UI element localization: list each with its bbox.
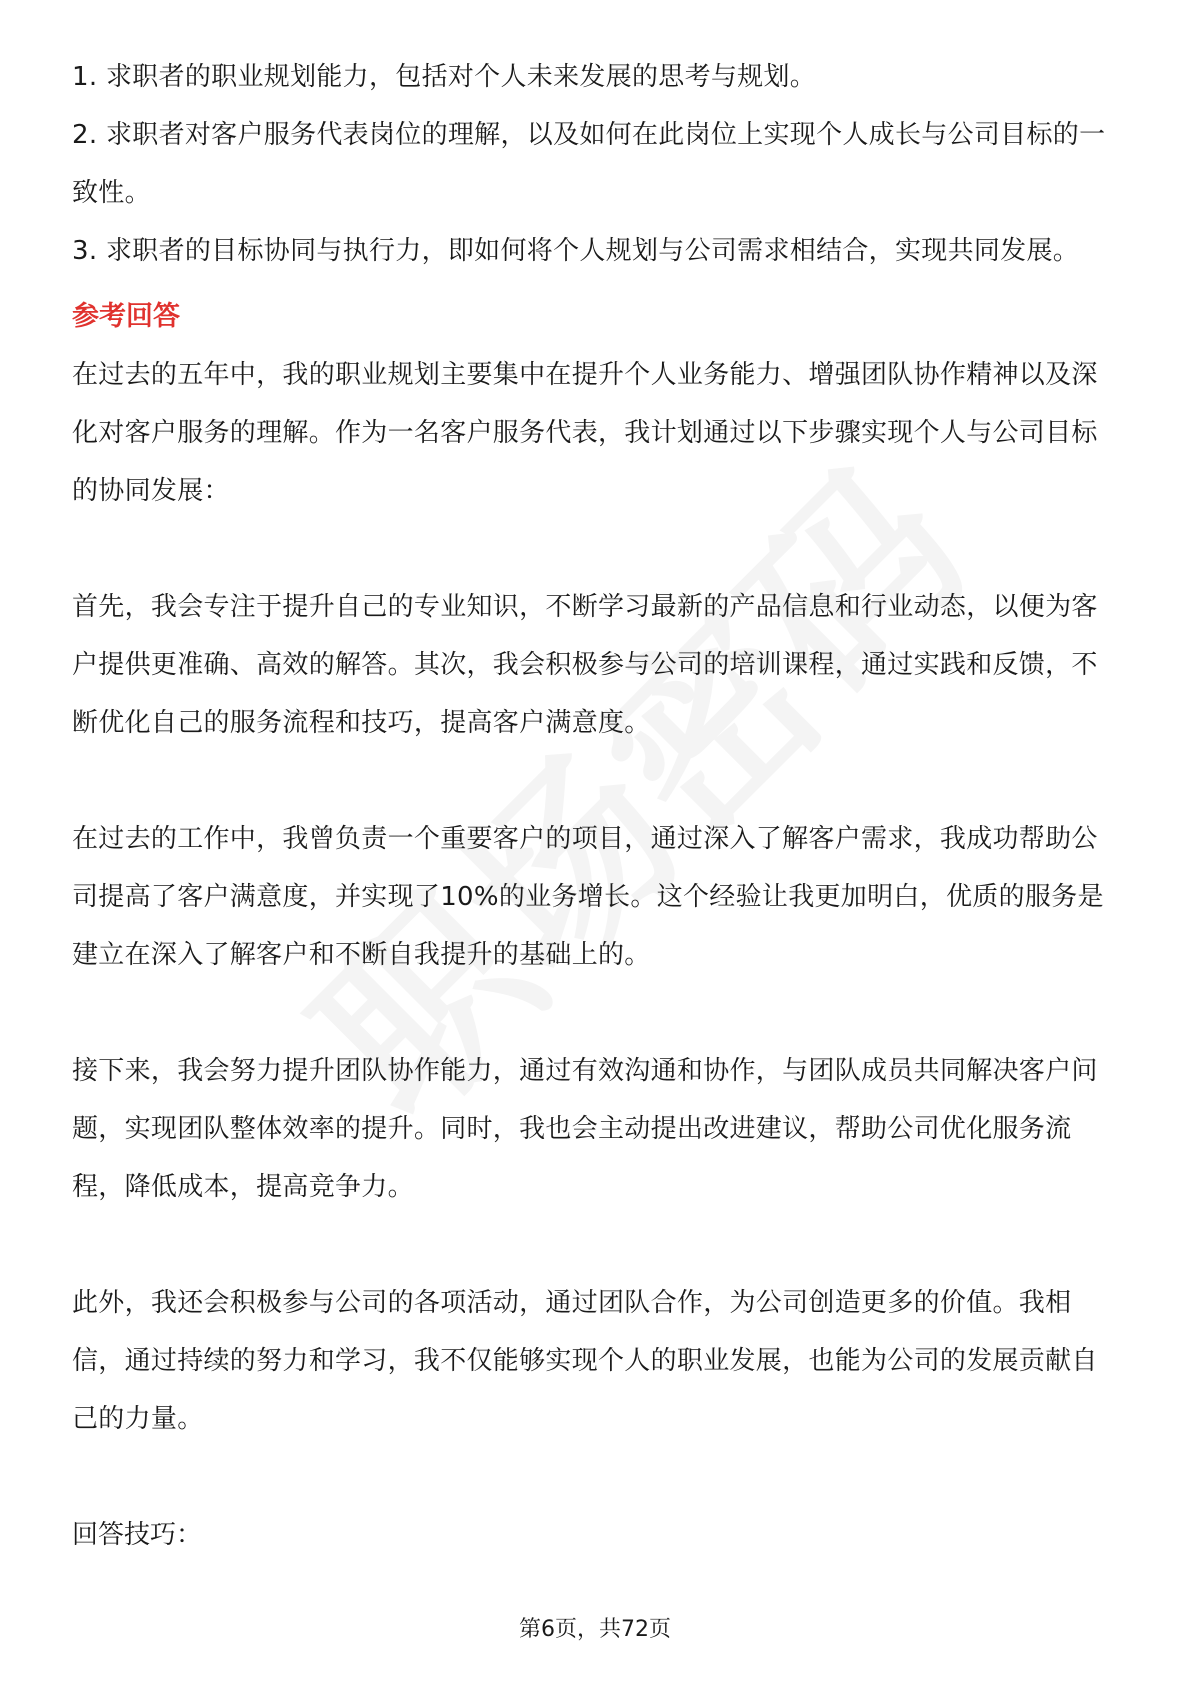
criteria-list — [72, 48, 1122, 280]
answer-paragraph: 接下来，我会努力提升团队协作能力，通过有效沟通和协作，与团队成员共同解决客户问题，实现团队整体效率的提升。同时，我也会主动提出改进建议，帮助公司优化服务流程，降低成本，提高竞争力。 — [72, 1056, 1098, 1202]
tips-label: 回答技巧： — [72, 1520, 203, 1550]
criteria-item: 1. 求职者的职业规划能力，包括对个人未来发展的思考与规划。 — [72, 62, 817, 92]
page-footer: 第6页，共72页 — [519, 1617, 671, 1642]
section-title: 参考回答 — [72, 301, 180, 332]
criteria-item: 3. 求职者的目标协同与执行力，即如何将个人规划与公司需求相结合，实现共同发展。 — [72, 236, 1080, 266]
answer-paragraph: 在过去的工作中，我曾负责一个重要客户的项目，通过深入了解客户需求，我成功帮助公司提高了客户满意度，并实现了10%的业务增长。这个经验让我更加明白，优质的服务是建立在深入了解客户和不断自我提升的基础上的。 — [72, 824, 1104, 970]
document-body — [72, 48, 1122, 1564]
criteria-item: 2. 求职者对客户服务代表岗位的理解，以及如何在此岗位上实现个人成长与公司目标的一致性。 — [72, 120, 1106, 208]
answer-paragraph: 此外，我还会积极参与公司的各项活动，通过团队合作，为公司创造更多的价值。我相信，通过持续的努力和学习，我不仅能够实现个人的职业发展，也能为公司的发展贡献自己的力量。 — [72, 1288, 1098, 1434]
answer-paragraph: 首先，我会专注于提升自己的专业知识，不断学习最新的产品信息和行业动态，以便为客户提供更准确、高效的解答。其次，我会积极参与公司的培训课程，通过实践和反馈，不断优化自己的服务流程和技巧，提高客户满意度。 — [72, 592, 1098, 738]
answer-paragraph: 在过去的五年中，我的职业规划主要集中在提升个人业务能力、增强团队协作精神以及深化对客户服务的理解。作为一名客户服务代表，我计划通过以下步骤实现个人与公司目标的协同发展： — [72, 360, 1098, 506]
